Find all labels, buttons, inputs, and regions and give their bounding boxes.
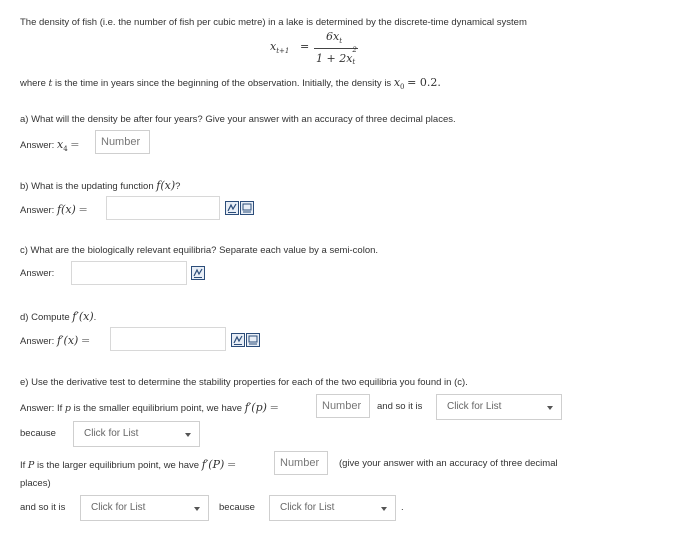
answer-d-label: Answer: f′(x) =	[20, 334, 91, 347]
chevron-down-icon	[381, 507, 387, 511]
answer-e-line1: Answer: If p is the smaller equilibrium point, we have f′(p) =	[20, 401, 279, 414]
equation-equals: =	[300, 40, 310, 53]
answer-e-p-input[interactable]: Number	[316, 394, 370, 418]
stability-select-p[interactable]: Click for List	[436, 394, 562, 420]
stability-select-P[interactable]: Click for List	[80, 495, 209, 521]
and-so-it-is-label: and so it is	[377, 401, 423, 412]
chevron-down-icon	[185, 433, 191, 437]
formula-editor-icon[interactable]	[191, 266, 205, 280]
equation-denominator: 1 + 2x 2 t	[316, 46, 357, 66]
answer-a-input[interactable]: Number	[95, 130, 150, 154]
answer-b-input[interactable]	[106, 196, 220, 220]
and-so-it-is-label-2: and so it is	[20, 502, 66, 513]
formula-editor-icon[interactable]	[225, 201, 239, 215]
reason-select-P[interactable]: Click for List	[269, 495, 396, 521]
reason-select-p[interactable]: Click for List	[73, 421, 200, 447]
answer-b-label: Answer: f(x) =	[20, 203, 88, 216]
accuracy-note: (give your answer with an accuracy of three decimal	[339, 458, 558, 469]
answer-d-input[interactable]	[110, 327, 226, 351]
intro-text: The density of fish (i.e. the number of fish per cubic metre) in a lake is determined by the discrete-time dynamical system	[20, 17, 527, 28]
where-line: where t is the time in years since the beginning of the observation. Initially, the density is $x_0 = 0.2$.	[20, 76, 441, 91]
equation-numerator: $6x_t$	[326, 30, 343, 46]
question-b: b) What is the updating function f(x)?	[20, 179, 181, 192]
sentence-period: .	[401, 502, 404, 513]
chevron-down-icon	[547, 406, 553, 410]
because-label-2: because	[219, 502, 255, 513]
question-a: a) What will the density be after four years? Give your answer with an accuracy of three decimal places.	[20, 114, 456, 125]
accuracy-note-cont: places)	[20, 478, 51, 489]
because-label: because	[20, 428, 56, 439]
answer-e-line3: If P is the larger equilibrium point, we have f′(P) =	[20, 458, 237, 471]
preview-icon[interactable]	[240, 201, 254, 215]
answer-c-label: Answer:	[20, 268, 55, 279]
equation-lhs: $x_{t+1}$	[270, 40, 290, 56]
formula-editor-icon[interactable]	[231, 333, 245, 347]
answer-a-label: Answer: $x_4$ =	[20, 138, 80, 153]
question-c: c) What are the biologically relevant equilibria? Separate each value by a semi-colon.	[20, 245, 379, 256]
preview-icon[interactable]	[246, 333, 260, 347]
answer-c-input[interactable]	[71, 261, 187, 285]
question-d: d) Compute f′(x).	[20, 310, 97, 323]
question-e: e) Use the derivative test to determine the stability properties for each of the two equilibria you found in (c).	[20, 377, 468, 388]
chevron-down-icon	[194, 507, 200, 511]
answer-e-P-input[interactable]: Number	[274, 451, 328, 475]
